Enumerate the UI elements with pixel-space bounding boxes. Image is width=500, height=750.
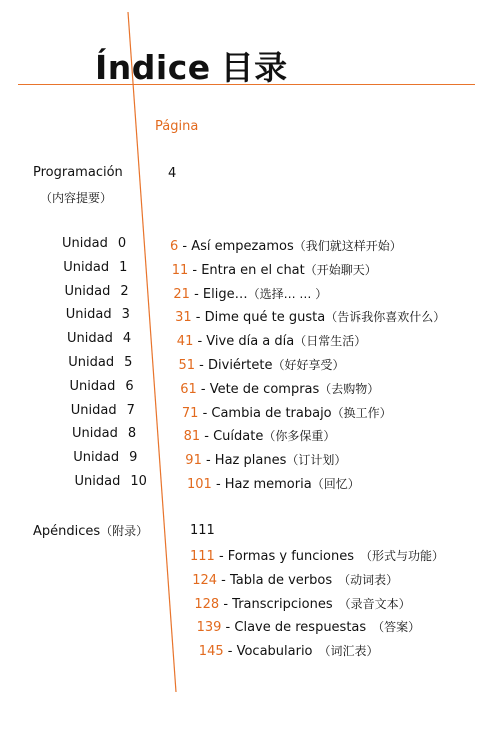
unit-entry xyxy=(182,404,392,421)
unit-title-chinese: （选择… … ） xyxy=(247,286,328,301)
programacion-label: Programación xyxy=(33,165,123,180)
unit-title: - Cuídate xyxy=(200,429,264,445)
apendices-label-cn: （附录） xyxy=(100,524,149,538)
unit-title: - Haz planes xyxy=(201,453,287,469)
unit-entry xyxy=(177,332,366,349)
unit-page-number: 21 xyxy=(173,286,190,302)
appendix-entry xyxy=(199,642,379,659)
unit-entry xyxy=(179,356,345,373)
apendices-label xyxy=(33,522,148,539)
unit-page-number: 61 xyxy=(180,381,197,397)
unit-title-chinese: （去购物） xyxy=(319,381,380,396)
unit-title-chinese: （开始聊天） xyxy=(304,262,377,277)
unit-title-chinese: （换工作） xyxy=(331,405,392,420)
unit-title: - Diviértete xyxy=(195,358,273,373)
programacion-page: 4 xyxy=(168,166,177,181)
unit-word: Unidad xyxy=(63,259,110,275)
unit-title: - Vete de compras xyxy=(196,381,320,397)
appendix-title: - Tabla de verbos xyxy=(217,572,333,588)
unit-label xyxy=(67,331,131,346)
appendix-title: - Vocabulario xyxy=(223,644,313,660)
unit-number: 0 xyxy=(117,236,127,251)
appendix-title-chinese: （形式与功能） xyxy=(360,549,445,563)
apendices-page: 111 xyxy=(190,523,215,538)
unit-label xyxy=(68,355,132,370)
unit-word: Unidad xyxy=(72,426,118,442)
unit-word: Unidad xyxy=(64,283,111,299)
appendix-page-number: 128 xyxy=(194,596,220,612)
unit-word: Unidad xyxy=(67,331,113,347)
unit-title-chinese: （好好享受） xyxy=(272,358,345,372)
unit-page-number: 91 xyxy=(185,453,202,469)
title-spanish: Índice xyxy=(95,48,211,87)
unit-entry xyxy=(187,475,360,492)
apendices-label-es: Apéndices xyxy=(33,524,101,539)
unit-number: 3 xyxy=(121,307,130,323)
unit-number: 9 xyxy=(129,450,138,466)
unit-word: Unidad xyxy=(70,402,117,418)
unit-label xyxy=(66,307,130,322)
unit-number: 6 xyxy=(125,378,134,394)
unit-title-chinese: （订计划） xyxy=(286,453,347,468)
appendix-entry xyxy=(190,547,444,564)
appendix-title: - Transcripciones xyxy=(219,596,333,612)
unit-title: - Haz memoria xyxy=(211,477,312,492)
appendix-page-number: 111 xyxy=(190,549,215,564)
unit-entry xyxy=(175,308,445,325)
unit-number: 4 xyxy=(122,331,132,347)
unit-word: Unidad xyxy=(74,474,121,489)
unit-entry xyxy=(184,427,336,444)
appendix-title: - Formas y funciones xyxy=(214,549,355,564)
unit-title-chinese: （回忆） xyxy=(311,477,360,491)
unit-title-chinese: （我们就这样开始） xyxy=(293,239,402,253)
unit-page-number: 6 xyxy=(170,239,179,254)
appendix-entry xyxy=(192,571,398,588)
appendix-title-chinese: （录音文本） xyxy=(338,596,411,611)
pagina-label: Página xyxy=(155,119,199,134)
unit-number: 8 xyxy=(127,426,137,442)
unit-title: - Cambia de trabajo xyxy=(198,405,332,421)
unit-word: Unidad xyxy=(68,355,115,370)
unit-title: - Dime qué te gusta xyxy=(191,310,326,326)
unit-page-number: 101 xyxy=(187,477,212,492)
unit-title: - Así empezamos xyxy=(178,239,294,254)
unit-number: 2 xyxy=(120,283,129,299)
appendix-title-chinese: （动词表） xyxy=(338,572,399,587)
unit-entry xyxy=(172,261,377,278)
page-title xyxy=(95,42,288,89)
unit-label xyxy=(63,260,127,275)
unit-title: - Elige… xyxy=(189,286,248,302)
appendix-title: - Clave de respuestas xyxy=(221,620,367,636)
unit-label xyxy=(73,450,137,465)
appendix-title-chinese: （词汇表） xyxy=(318,644,379,659)
unit-number: 1 xyxy=(119,259,128,275)
appendix-entry xyxy=(197,618,421,635)
unit-label xyxy=(71,403,135,418)
unit-word: Unidad xyxy=(62,236,108,251)
appendix-page-number: 139 xyxy=(196,620,222,636)
appendix-page-number: 145 xyxy=(198,644,224,660)
unit-label xyxy=(70,379,134,394)
unit-page-number: 31 xyxy=(175,310,192,326)
unit-title-chinese: （告诉我你喜欢什么） xyxy=(325,310,446,325)
unit-page-number: 71 xyxy=(181,405,199,421)
unit-label xyxy=(75,474,147,489)
unit-page-number: 41 xyxy=(176,334,194,350)
appendix-page-number: 124 xyxy=(192,572,218,588)
unit-page-number: 81 xyxy=(183,429,201,445)
programacion-sub: （内容提要） xyxy=(40,191,113,205)
unit-title-chinese: （你多保重） xyxy=(263,429,336,444)
title-chinese: 目录 xyxy=(220,48,288,87)
unit-label xyxy=(72,426,136,441)
unit-page-number: 51 xyxy=(178,358,196,373)
unit-title: - Vive día a día xyxy=(193,334,295,350)
appendix-entry xyxy=(194,595,410,612)
unit-label xyxy=(62,236,126,251)
unit-title-chinese: （日常生活） xyxy=(294,334,367,349)
unit-number: 5 xyxy=(124,355,133,370)
unit-word: Unidad xyxy=(73,450,120,466)
unit-entry xyxy=(180,380,379,397)
unit-entry xyxy=(170,237,402,254)
unit-label xyxy=(65,284,129,299)
unit-entry xyxy=(185,451,346,468)
unit-word: Unidad xyxy=(69,378,116,394)
unit-entry xyxy=(173,285,327,302)
unit-word: Unidad xyxy=(65,307,112,323)
unit-number: 7 xyxy=(126,402,135,418)
unit-page-number: 11 xyxy=(171,262,189,278)
appendix-title-chinese: （答案） xyxy=(372,620,421,635)
unit-number: 10 xyxy=(130,474,147,489)
unit-title: - Entra en el chat xyxy=(188,262,305,278)
